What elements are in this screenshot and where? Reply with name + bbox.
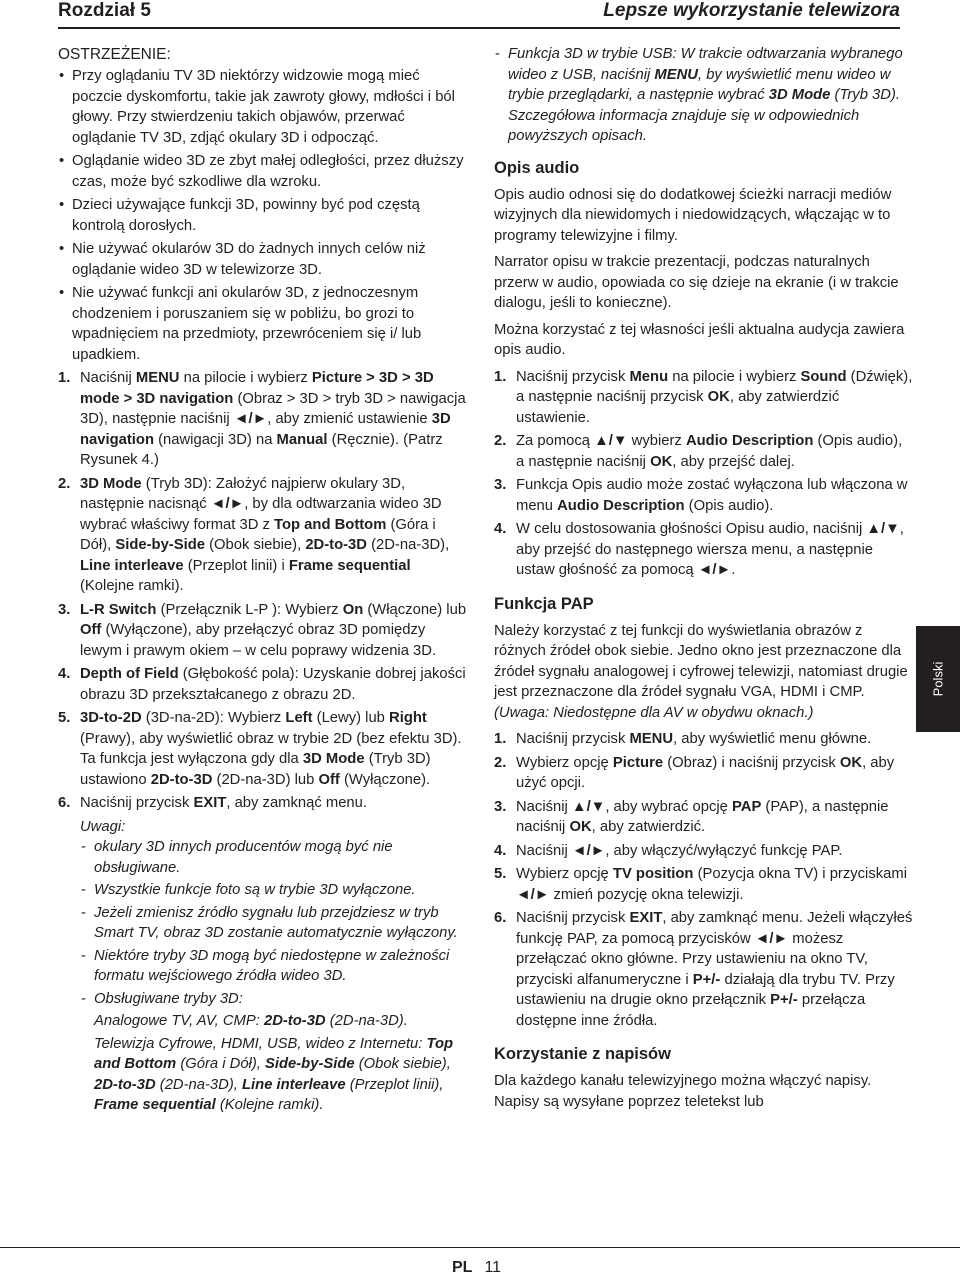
note-item: - okulary 3D innych producentów mogą być nie obsługiwane. — [80, 837, 468, 878]
pap-step — [494, 729, 914, 750]
audio-step-text: Naciśnij przycisk Menu na pilocie i wybierz Sound (Dźwięk), a następnie naciśnij przycisk OK, aby zatwierdzić ustawienie. — [516, 368, 913, 426]
step-number: 3. — [494, 477, 507, 493]
steps-3d — [58, 368, 468, 814]
notes-label: Uwagi: — [80, 818, 126, 835]
left-column — [58, 44, 468, 1118]
step-number: 6. — [494, 910, 507, 926]
audio-step — [494, 367, 914, 429]
warning-bullets — [58, 66, 468, 365]
pap-step — [494, 797, 914, 838]
audio-step-text: W celu dostosowania głośności Opisu audio, naciśnij ▲/▼, aby przejść do następnego wiersza menu, a następnie ustaw głośność za pomocą ◄/►. — [516, 521, 904, 578]
language-side-tab-label: Polski — [930, 661, 946, 697]
usb-3d-note: - Funkcja 3D w trybie USB: W trakcie odtwarzania wybranego wideo z USB, naciśnij MENU, by wyświetlić menu wideo w trybie przeglądarki, a następnie wybrać 3D Mode (Tryb 3D). Szczegółowa informacja znajduje się w odpowiednich powyższych opisach. — [494, 44, 914, 147]
footer-language: PL — [452, 1259, 473, 1276]
pap-step-text: Naciśnij ▲/▼, aby wybrać opcję PAP (PAP), a następnie naciśnij OK, aby zatwierdzić. — [516, 798, 889, 835]
step-number: 4. — [494, 521, 507, 537]
notes-list — [58, 837, 468, 987]
subtitles-paragraph: Dla każdego kanału telewizyjnego można włączyć napisy. Napisy są wysyłane poprzez teletekst lub — [494, 1073, 872, 1110]
step-3d-text: L-R Switch (Przełącznik L-P ): Wybierz On (Włączone) lub Off (Wyłączone), aby przełączyć obraz 3D pomiędzy lewym i prawym okiem – w celu poprawy widzenia 3D. — [80, 601, 467, 659]
warning-heading: OSTRZEŻENIE: — [58, 46, 171, 63]
warning-bullet: • Przy oglądaniu TV 3D niektórzy widzowie mogą mieć poczcie dyskomfortu, takie jak zawroty głowy, mdłości i ból głowy. Przy stwierdzeniu takich objawów, przerwać oglądanie TV 3D, zdjąć okulary 3D i odpocząć. — [58, 66, 468, 148]
step-number: 1. — [494, 368, 507, 385]
step-number: 2. — [58, 475, 71, 492]
audio-description-steps — [494, 367, 914, 581]
audio-description-title: Opis audio — [494, 158, 580, 177]
step-number: 3. — [494, 798, 507, 815]
step-number: 5. — [58, 710, 71, 726]
note-supported-modes — [80, 989, 468, 1116]
chapter-label: Rozdział 5 — [58, 0, 151, 21]
audio-step — [494, 519, 914, 581]
pap-title: Funkcja PAP — [494, 594, 594, 613]
audio-step — [494, 475, 914, 516]
step-number: 6. — [58, 795, 71, 811]
note-item: - Niektóre tryby 3D mogą być niedostępne w zależności formatu wejściowego źródła wideo 3D. — [80, 946, 468, 987]
pap-step — [494, 864, 914, 905]
audio-step-text: Za pomocą ▲/▼ wybierz Audio Description (Opis audio), a następnie naciśnij OK, aby przejść dalej. — [516, 433, 903, 470]
pap-step-text: Wybierz opcję Picture (Obraz) i naciśnij przycisk OK, aby użyć opcji. — [516, 754, 895, 791]
language-side-tab — [916, 626, 960, 732]
step-3d-text: Naciśnij MENU na pilocie i wybierz Picture > 3D > 3D mode > 3D navigation (Obraz > 3D > tryb 3D > nawigacja 3D), następnie naciśnij ◄/►, aby zmienić ustawienie 3D navigation (nawigacji 3D) na Manual (Ręcznie). (Patrz Rysunek 4.) — [80, 370, 466, 468]
step-number: 1. — [494, 731, 507, 747]
step-3d-text: 3D Mode (Tryb 3D): Założyć najpierw okulary 3D, następnie nacisnąć ◄/►, by dla odtwarzania wideo 3D wybrać właściwy format 3D z Top and Bottom (Góra i Dół), Side-by-Side (Obok siebie), 2D-to-3D (2D-na-3D), Line interleave (Przeplot linii) i Frame sequential (Kolejne ramki). — [80, 475, 450, 594]
pap-step-text: Naciśnij przycisk EXIT, aby zamknąć menu. Jeżeli włączyłeś funkcję PAP, za pomocą przycisków ◄/► możesz przełączać okno główne. Przy ustawieniu na okno TV, przyciski alfanumeryczne i P+/- działają dla trybu TV. Przy ustawieniu na drugie okno przełącznik P+/- przełącza dostępne inne źródła. — [516, 910, 913, 1029]
page-footer — [452, 1258, 501, 1278]
warning-bullet: • Nie używać funkcji ani okularów 3D, z jednoczesnym chodzeniem i poruszaniem się w pobliżu, bo grozi to wpadnięciem na przedmioty, przewróceniem się i/ lub upadkiem. — [58, 283, 468, 365]
step-number: 2. — [494, 754, 507, 771]
note-item: - Wszystkie funkcje foto są w trybie 3D wyłączone. — [80, 880, 468, 901]
page-number: 11 — [484, 1259, 502, 1276]
step-3d-text: 3D-to-2D (3D-na-2D): Wybierz Left (Lewy) lub Right (Prawy), aby wyświetlić obraz w trybie 2D (bez efektu 3D). Ta funkcja jest wyłączona gdy dla 3D Mode (Tryb 3D) ustawiono 2D-to-3D (2D-na-3D) lub Off (Wyłączone). — [80, 710, 462, 788]
pap-step — [494, 841, 914, 862]
step-3d — [58, 600, 468, 662]
pap-step-text: Naciśnij przycisk MENU, aby wyświetlić menu główne. — [516, 731, 872, 747]
page-header-title: Lepsze wykorzystanie telewizora — [603, 0, 900, 21]
step-3d — [58, 664, 468, 705]
step-number: 2. — [494, 433, 507, 449]
note-item: - Jeżeli zmienisz źródło sygnału lub przejdziesz w tryb Smart TV, obraz 3D zostanie automatycznie wyłączony. — [80, 903, 468, 944]
warning-bullet: • Nie używać okularów 3D do żadnych innych celów niż oglądanie wideo 3D w telewizorze 3D. — [58, 239, 468, 280]
audio-description-paragraphs — [494, 185, 914, 361]
note-supported-modes-title: Obsługiwane tryby 3D: — [94, 990, 243, 1007]
step-3d — [58, 474, 468, 597]
audio-step-text: Funkcja Opis audio może zostać wyłączona lub włączona w menu Audio Description (Opis audio). — [516, 477, 908, 514]
pap-step — [494, 908, 914, 1031]
step-3d-text: Naciśnij przycisk EXIT, aby zamknąć menu. — [80, 795, 367, 811]
step-3d-text: Depth of Field (Głębokość pola): Uzyskanie dobrej jakości obrazu 3D przekształcanego z obrazu 2D. — [80, 666, 466, 703]
subtitles-title: Korzystanie z napisów — [494, 1045, 671, 1063]
note-supported-analog: Analogowe TV, AV, CMP: 2D-to-3D (2D-na-3D). — [94, 1013, 408, 1029]
step-number: 3. — [58, 601, 71, 618]
step-number: 1. — [58, 370, 71, 386]
pap-steps — [494, 729, 914, 1031]
step-3d — [58, 793, 468, 814]
warning-bullet: • Dzieci używające funkcji 3D, powinny być pod częstą kontrolą dorosłych. — [58, 195, 468, 236]
audio-step — [494, 431, 914, 472]
footer-divider — [0, 1247, 960, 1248]
pap-paragraph: Należy korzystać z tej funkcji do wyświetlania obrazów z różnych źródeł obok siebie. Jedno okno jest przeznaczone dla źródeł sygnału analogowej i cyfrowej telewizji, natomiast drugie jest przeznaczone dla źródeł sygnału VGA, HDMI i CMP. (Uwaga: Niedostępne dla AV w obydwu oknach.) — [494, 622, 908, 721]
pap-step — [494, 753, 914, 794]
step-number: 5. — [494, 866, 507, 882]
note-supported-digital: Telewizja Cyfrowe, HDMI, USB, wideo z Internetu: Top and Bottom (Góra i Dół), Side-by-Side (Obok siebie), 2D-to-3D (2D-na-3D), Line interleave (Przeplot linii), Frame sequential (Kolejne ramki). — [94, 1035, 454, 1113]
step-number: 4. — [494, 842, 507, 859]
audio-paragraph: Opis audio odnosi się do dodatkowej ścieżki narracji mediów wizyjnych dla niewidomych i niedowidzących, włączając w to programy telewizyjne i filmy. — [494, 186, 892, 244]
pap-step-text: Wybierz opcję TV position (Pozycja okna TV) i przyciskami ◄/► zmień pozycję okna telewizji. — [516, 866, 907, 903]
warning-bullet: • Oglądanie wideo 3D ze zbyt małej odległości, przez dłuższy czas, może być szkodliwe dla wzroku. — [58, 151, 468, 192]
step-3d — [58, 368, 468, 471]
audio-paragraph: Narrator opisu w trakcie prezentacji, podczas naturalnych przerw w audio, opowiada co się dzieje na ekranie (i w trakcie dialogu, jeśli to konieczne). — [494, 254, 899, 311]
pap-step-text: Naciśnij ◄/►, aby włączyć/wyłączyć funkcję PAP. — [516, 842, 843, 859]
right-column — [494, 44, 914, 1115]
header-divider — [58, 27, 900, 29]
step-3d — [58, 708, 468, 790]
audio-paragraph: Można korzystać z tej własności jeśli aktualna audycja zawiera opis audio. — [494, 321, 905, 358]
step-number: 4. — [58, 666, 71, 682]
